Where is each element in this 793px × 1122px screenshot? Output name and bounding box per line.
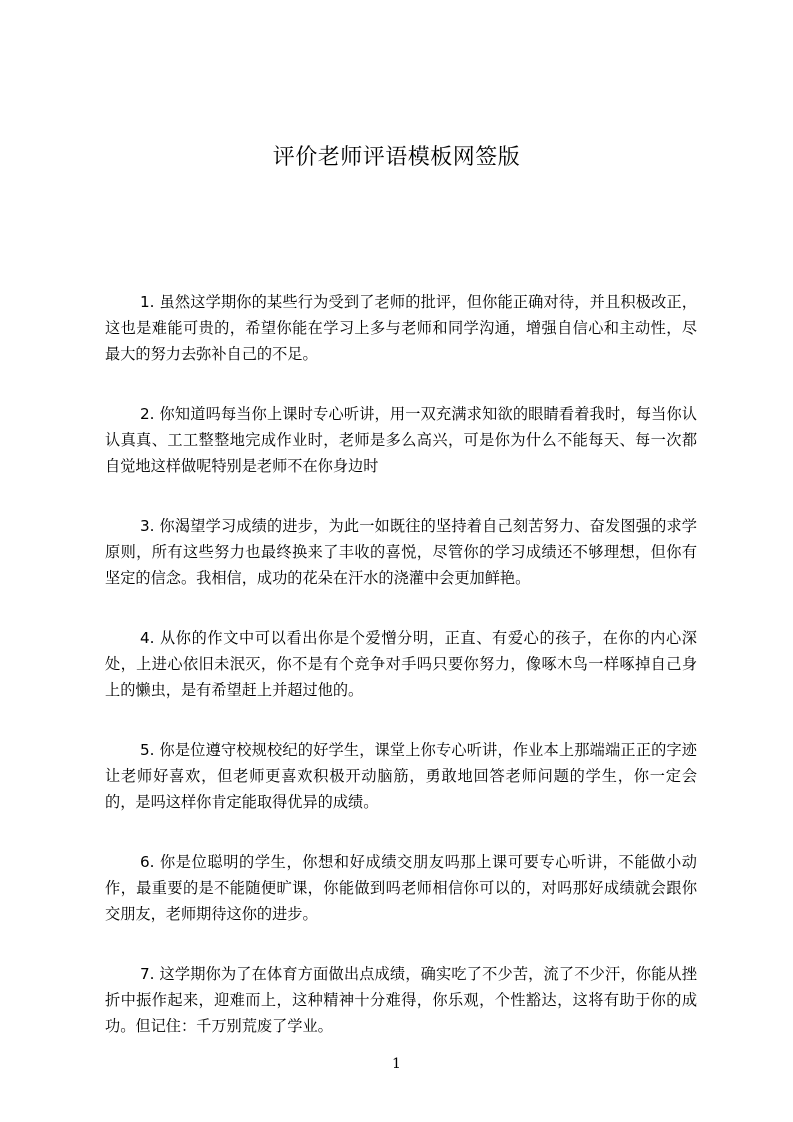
page-number: 1 bbox=[392, 1056, 401, 1072]
paragraph-3: 3. 你渴望学习成绩的进步，为此一如既往的坚持着自己刻苦努力、奋发图强的求学原则，所有这些努力也最终换来了丰收的喜悦，尽管你的学习成绩还不够理想，但你有坚定的信念。我相信，成功的花朵在汗水的浇灌中会更加鲜艳。 bbox=[105, 517, 697, 587]
document-title: 评价老师评语模板网签版 bbox=[272, 145, 521, 170]
document-body bbox=[105, 289, 697, 1073]
paragraph-6: 6. 你是位聪明的学生，你想和好成绩交朋友吗那上课可要专心听讲，不能做小动作，最重要的是不能随便旷课，你能做到吗老师相信你可以的，对吗那好成绩就会跟你交朋友，老师期待这你的进步。 bbox=[105, 853, 697, 923]
paragraph-1: 1. 虽然这学期你的某些行为受到了老师的批评，但你能正确对待，并且积极改正，这也是难能可贵的，希望你能在学习上多与老师和同学沟通，增强自信心和主动性，尽最大的努力去弥补自己的不足。 bbox=[105, 293, 697, 363]
paragraph-5: 5. 你是位遵守校规校纪的好学生，课堂上你专心听讲，作业本上那端端正正的字迹让老师好喜欢，但老师更喜欢积极开动脑筋，勇敢地回答老师问题的学生，你一定会的，是吗这样你肯定能取得优异的成绩。 bbox=[105, 741, 697, 811]
paragraph-7: 7. 这学期你为了在体育方面做出点成绩，确实吃了不少苦，流了不少汗，你能从挫折中振作起来，迎难而上，这种精神十分难得，你乐观，个性豁达，这将有助于你的成功。但记住：千万别荒废了学业。 bbox=[105, 965, 697, 1035]
paragraph-2: 2. 你知道吗每当你上课时专心听讲，用一双充满求知欲的眼睛看着我时，每当你认认真真、工工整整地完成作业时，老师是多么高兴，可是你为什么不能每天、每一次都自觉地这样做呢特别是老师不在你身边时 bbox=[105, 405, 697, 475]
paragraph-4: 4. 从你的作文中可以看出你是个爱憎分明，正直、有爱心的孩子，在你的内心深处，上进心依旧未泯灭，你不是有个竞争对手吗只要你努力，像啄木鸟一样啄掉自己身上的懒虫，是有希望赶上并超过他的。 bbox=[105, 629, 697, 699]
